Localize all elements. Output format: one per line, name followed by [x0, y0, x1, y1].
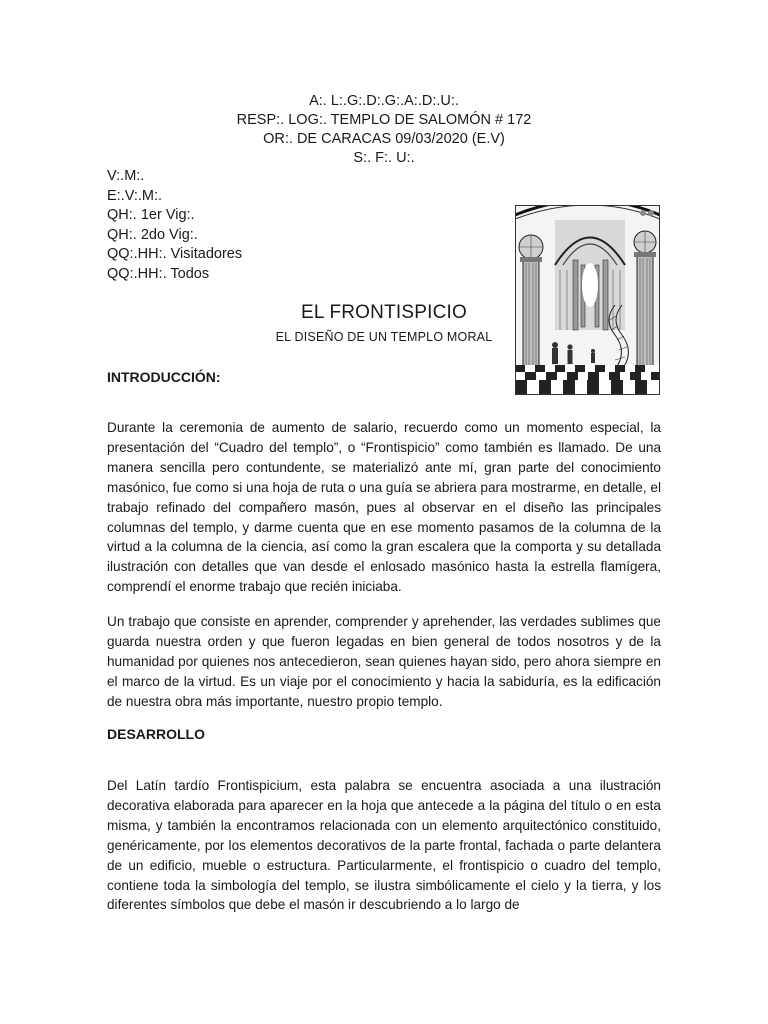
intro-heading: INTRODUCCIÓN:	[107, 369, 221, 385]
greeting-line: QH:. 2do Vig:.	[107, 226, 198, 243]
header-invocation: A:. L:.G:.D:.G:.A:.D:.U:.	[309, 93, 459, 109]
header-orient-date: OR:. DE CARACAS 09/03/2020 (E.V)	[263, 131, 505, 147]
greeting-line: QH:. 1er Vig:.	[107, 207, 195, 224]
development-heading: DESARROLLO	[107, 726, 205, 742]
greeting-line: QQ:.HH:. Visitadores	[107, 246, 243, 263]
intro-paragraph-1: Durante la ceremonia de aumento de salario, recuerdo como un momento especial, la presentación del “Cuadro del templo”, o “Frontispicio” como también es llamado. De una manera sencilla pero contundente, se materializó ante mí, gran parte del conocimiento masónico, fue como si una hoja de ruta o una guía se abriera para mostrarme, en detalle, el trabajo refinado del compañero masón, pues al observar en el diseño las principales columnas del templo, y darme cuenta que en ese momento pasamos de la columna de la virtud a la columna de la ciencia, así como la gran escalera que la comporta y su detallada ilustración con detalles que van desde el enlosado masónico hasta la estrella flamígera, comprendí el enorme trabajo que recién iniciaba.	[107, 420, 661, 595]
greetings-list	[107, 167, 242, 285]
greeting-line: QQ:.HH:. Todos	[107, 265, 210, 282]
greeting-line: E:.V:.M:.	[107, 187, 163, 204]
header-salutation: S:. F:. U:.	[353, 150, 415, 166]
document-subtitle: EL DISEÑO DE UN TEMPLO MORAL	[275, 330, 493, 344]
intro-paragraph-2: Un trabajo que consiste en aprender, comprender y aprehender, las verdades sublimes que guarda nuestra orden y que fueron legadas en bien general de todos nosotros y de la humanidad por quienes nos antecedieron, sean quienes hayan sido, pero ahora siempre en el marco de la virtud. Es un viaje por el conocimiento y hacia la sabiduría, es la edificación de nuestra obra más importante, nuestro propio templo.	[107, 614, 661, 709]
header-lodge: RESP:. LOG:. TEMPLO DE SALOMÓN # 172	[236, 112, 532, 128]
greeting-line: V:.M:.	[107, 168, 145, 184]
development-paragraph-1: Del Latín tardío Frontispicium, esta palabra se encuentra asociada a una ilustración decorativa elaborada para aparecer en la hoja que antecede a la página del título o en esta misma, y también la encontramos relacionada con un elemento arquitectónico constituido, genéricamente, por los elementos decorativos de la parte frontal, fachada o parte delantera de un edificio, mueble o estructura. Particularmente, el frontispicio o cuadro del templo, contiene toda la simbología del templo, se ilustra simbólicamente el cielo y la tierra, y los diferentes símbolos que debe el masón ir descubriendo a lo largo de	[107, 778, 661, 913]
document-title: EL FRONTISPICIO	[301, 302, 467, 323]
temple-engraving-image	[515, 205, 660, 395]
document-header	[0, 92, 768, 168]
